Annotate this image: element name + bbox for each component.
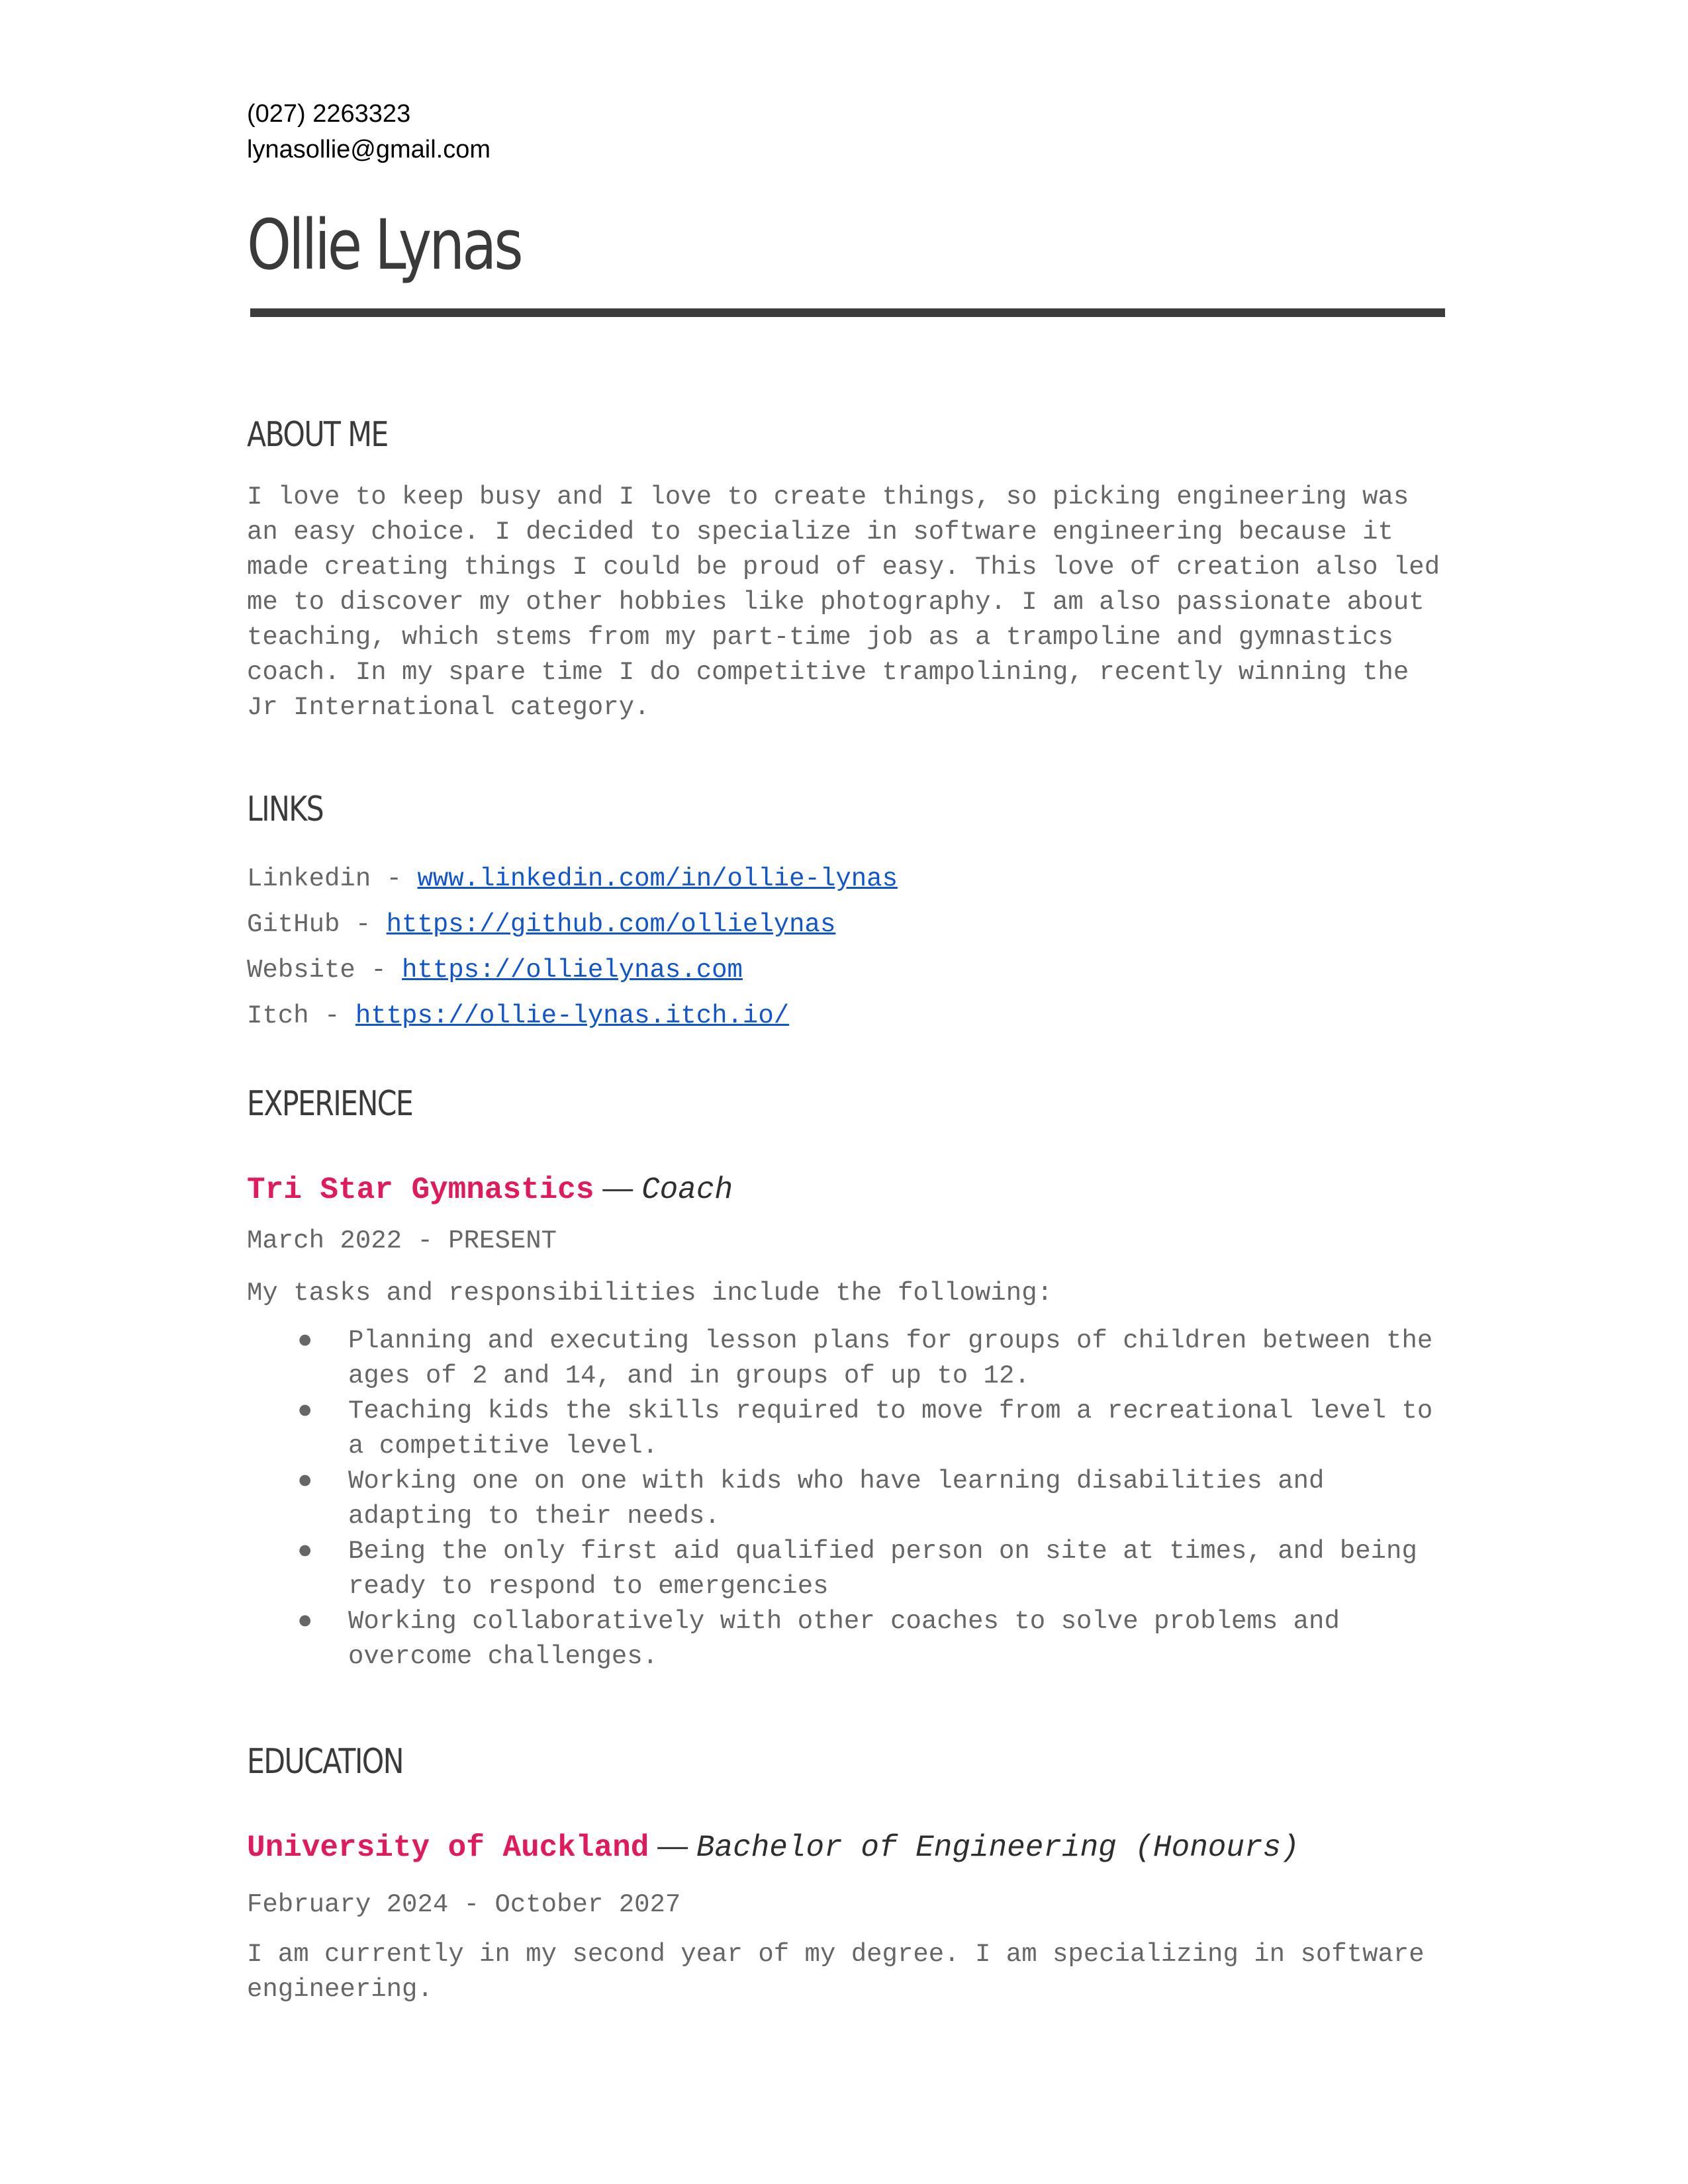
contact-block — [247, 96, 491, 167]
link-label: GitHub - — [247, 910, 387, 939]
list-item — [247, 1394, 1445, 1464]
name-title: Ollie Lynas — [247, 205, 521, 285]
list-item-text: Working collaboratively with other coaches to solve problems and overcome challenges. — [348, 1607, 1340, 1671]
link-item-linkedin — [247, 856, 1445, 902]
responsibilities-list — [247, 1324, 1445, 1674]
link-label: Itch - — [247, 1001, 355, 1030]
education-text: I am currently in my second year of my degree. I am specializing in software engineering. — [247, 1940, 1425, 2004]
link-item-github — [247, 902, 1445, 948]
list-item — [247, 1604, 1445, 1674]
about-heading: ABOUT ME — [247, 415, 388, 455]
list-item — [247, 1534, 1445, 1604]
website-link[interactable]: https://ollielynas.com — [402, 956, 743, 985]
itch-link[interactable]: https://ollie-lynas.itch.io/ — [355, 1001, 790, 1030]
experience-role: Coach — [641, 1173, 733, 1207]
list-item — [247, 1324, 1445, 1394]
links-list — [247, 856, 1445, 1039]
list-item-text: Planning and executing lesson plans for groups of children between the ages of 2 and 14, and in groups of up to 12. — [348, 1326, 1433, 1390]
linkedin-link[interactable]: www.linkedin.com/in/ollie-lynas — [417, 864, 898, 893]
list-item — [247, 1464, 1445, 1534]
link-item-itch — [247, 993, 1445, 1039]
education-org: University of Auckland — [247, 1831, 649, 1865]
education-title — [247, 1825, 1445, 1868]
bullet-icon: ● — [297, 1396, 313, 1426]
phone-number: (027) 2263323 — [247, 100, 411, 128]
links-heading: LINKS — [247, 790, 324, 829]
bullet-icon: ● — [297, 1467, 313, 1496]
experience-intro: My tasks and responsibilities include the following: — [247, 1279, 1053, 1308]
about-text: I love to keep busy and I love to create things, so picking engineering was an easy choice. I decided to specialize in software engineering because it made creating things I could be proud of easy. This love of creation also led me to discover my other hobbies like photography. I am also passionate about teaching, which stems from my part-time job as a trampoline and gymnastics coach. In my spare time I do competitive trampolining, recently winning the Jr International category. — [247, 482, 1440, 722]
experience-heading: EXPERIENCE — [247, 1084, 413, 1124]
link-label: Linkedin - — [247, 864, 418, 893]
title-divider — [250, 308, 1445, 317]
bullet-icon: ● — [297, 1537, 313, 1566]
title-separator: — — [594, 1170, 642, 1205]
link-item-website — [247, 948, 1445, 993]
list-item-text: Being the only first aid qualified person on site at times, and being ready to respond to emergencies — [348, 1537, 1417, 1601]
experience-title — [247, 1167, 1445, 1210]
bullet-icon: ● — [297, 1326, 313, 1355]
list-item-text: Working one on one with kids who have learning disabilities and adapting to their needs. — [348, 1467, 1325, 1531]
link-label: Website - — [247, 956, 402, 985]
bullet-icon: ● — [297, 1607, 313, 1636]
education-dates: February 2024 - October 2027 — [247, 1890, 681, 1919]
education-heading: EDUCATION — [247, 1742, 403, 1782]
list-item-text: Teaching kids the skills required to move from a recreational level to a competitive level. — [348, 1396, 1433, 1461]
email-address: lynasollie@gmail.com — [247, 136, 491, 163]
experience-org: Tri Star Gymnastics — [247, 1173, 594, 1207]
title-separator: — — [649, 1828, 696, 1862]
education-degree: Bachelor of Engineering (Honours) — [696, 1831, 1299, 1865]
experience-dates: March 2022 - PRESENT — [247, 1226, 557, 1255]
github-link[interactable]: https://github.com/ollielynas — [386, 910, 836, 939]
